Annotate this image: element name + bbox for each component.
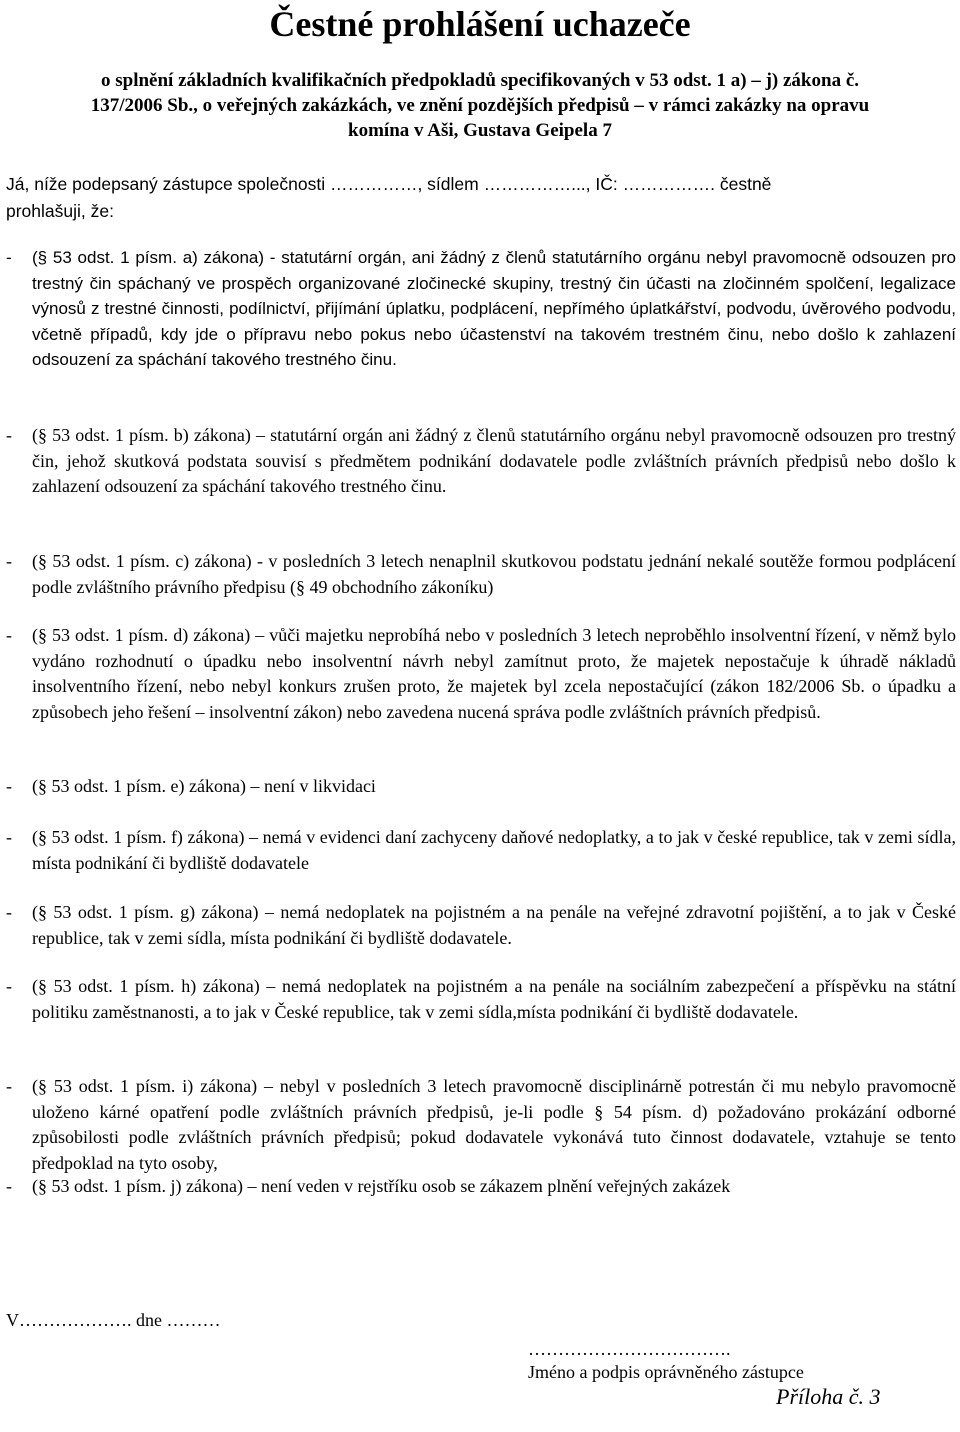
clause-lead: (§ 53 odst. 1 písm. (32, 776, 167, 796)
signature-label: Jméno a podpis oprávněného zástupce (528, 1362, 804, 1382)
list-dash: - (6, 425, 12, 445)
clause-lead: (§ 53 odst. 1 písm. (32, 425, 169, 445)
subtitle-line: o splnění základních kvalifikačních předpokladů specifikovaných v 53 odst. 1 a) – j) zákona č. (100, 70, 859, 91)
declaration-intro (6, 171, 956, 225)
clause-text (32, 774, 956, 800)
clause-body: d) zákona) – vůči majetku neprobíhá nebo v posledních 3 letech neproběhlo insolventní řízení, v němž bylo vydáno rozhodnutí o úpadku nebo insolventní návrh nebyl zamítnut proto, že majetek nepostačuje k úhradě nákladů insolventního řízení, nebo nebyl konkurs zrušen proto, že majetek byl zcela nepostačující (zákon 182/2006 Sb. o úpadku a způsobech jeho řešení – insolventní zákon) nebo zavedena nucená správa podle zvláštních právních předpisů. (32, 625, 957, 722)
subtitle-line: komína v Aši, Gustava Geipela 7 (348, 120, 612, 141)
list-dash: - (6, 1176, 12, 1196)
clause-item-h (0, 974, 960, 1025)
clause-lead: (§ 53 odst. 1 písm. (32, 976, 175, 996)
clause-item-j (0, 1174, 960, 1200)
clause-text (32, 549, 956, 600)
list-dash: - (6, 976, 12, 996)
clause-item-d (0, 623, 960, 725)
document-subtitle (0, 68, 960, 143)
clause-lead: (§ 53 odst. 1 písm. (32, 551, 170, 571)
clause-item-e (0, 774, 960, 800)
clause-text (32, 900, 956, 951)
clause-text (32, 423, 956, 500)
clause-text (32, 974, 956, 1025)
clause-text (32, 825, 956, 876)
clause-item-g (0, 900, 960, 951)
list-dash: - (6, 551, 12, 571)
attachment-label: Příloha č. 3 (776, 1384, 881, 1409)
signature-line: ……………………………. (528, 1339, 731, 1359)
clause-item-b (0, 423, 960, 500)
clause-lead: (§ 53 odst. 1 písm. (32, 1176, 167, 1196)
clause-body: g) zákona) – nemá nedoplatek na pojistném a na penále na veřejné zdravotní pojištění, a to jak v České republice, tak v zemi sídla, místa podnikání či bydliště dodavatele. (32, 902, 957, 948)
clause-lead: (§ 53 odst. 1 písm. (32, 625, 169, 645)
clause-body: j) zákona) – není veden v rejstříku osob se zákazem plnění veřejných zakázek (170, 1176, 731, 1196)
document-title: Čestné prohlášení uchazeče (269, 4, 691, 44)
clause-body: b) zákona) – statutární orgán ani žádný z členů statutárního orgánu nebyl pravomocně odsouzen pro trestný čin, jehož skutková podstata souvisí s předmětem podnikání dodavatele podle zvláštních právních předpisů nebo došlo k zahlazení odsouzení za spáchání takového trestného činu. (32, 425, 957, 496)
clause-lead: (§ 53 odst. 1 písm. (32, 827, 167, 847)
list-dash: - (6, 776, 12, 796)
clause-lead: (§ 53 odst. 1 písm. (32, 1076, 176, 1096)
clause-item-a (0, 245, 960, 373)
clause-item-i (0, 1074, 960, 1176)
list-dash: - (6, 625, 12, 645)
clause-text (32, 1074, 956, 1176)
clause-body: h) zákona) – nemá nedoplatek na pojistném a na penále na sociálním zabezpečení a příspěvku na státní politiku zaměstnanosti, a to jak v České republice, tak v zemi sídla,místa podnikání či bydliště dodavatele. (32, 976, 957, 1022)
clause-lead: (§ 53 odst. 1 písm. (32, 248, 177, 267)
clause-body: e) zákona) – není v likvidaci (170, 776, 376, 796)
clause-lead: (§ 53 odst. 1 písm. (32, 902, 174, 922)
list-dash: - (6, 1076, 12, 1096)
clause-body: i) zákona) – nebyl v posledních 3 letech pravomocně disciplinárně potrestán či mu nebylo pravomocně uloženo kárné opatření podle zvláštních právních předpisů, je-li podle § 54 písm. d) požadováno prokázání odborné způsobilosti podle zvláštních právních předpisů; pokud dodavatele vykonává tuto činnost dodavatele, vztahuje se tento předpoklad na tyto osoby, (32, 1076, 956, 1173)
clause-body: c) zákona) - v posledních 3 letech nenaplnil skutkovou podstatu jednání nekalé soutěže formou podplácení podle zvláštního právního předpisu (§ 49 obchodního zákoníku) (32, 551, 957, 597)
list-dash: - (6, 248, 12, 267)
clause-text (32, 623, 956, 725)
declaration-line: prohlašuji, že: (6, 201, 114, 221)
place-date-line: V………………. dne ……… (6, 1310, 221, 1330)
declaration-line: Já, níže podepsaný zástupce společnosti ……………, sídlem ……………..., IČ: ……………. čestně (6, 174, 772, 194)
subtitle-line: 137/2006 Sb., o veřejných zakázkách, ve znění pozdějších předpisů – v rámci zakázky na opravu (90, 95, 870, 116)
clause-text (32, 245, 956, 373)
clause-item-f (0, 825, 960, 876)
list-dash: - (6, 902, 12, 922)
clause-body: f) zákona) – nemá v evidenci daní zachyceny daňové nedoplatky, a to jak v české republice, tak v zemi sídla, místa podnikání či bydliště dodavatele (32, 827, 957, 873)
clause-text (32, 1174, 956, 1200)
list-dash: - (6, 827, 12, 847)
clause-body: a) zákona) - statutární orgán, ani žádný z členů statutárního orgánu nebyl pravomocně odsouzen pro trestný čin spáchaný ve prospěch organizované zločinecké skupiny, trestný čin účasti na zločinném spolčení, legalizace výnosů z trestné činnosti, podílnictví, přijímání úplatku, podplácení, nepřímého úplatkářství, podvodu, úvěrového podvodu, včetně případů, kdy jde o přípravu nebo pokus nebo účastenství na takovém trestném činu, nebo došlo k zahlazení odsouzení za spáchání takového trestného činu. (32, 248, 956, 369)
clause-item-c (0, 549, 960, 600)
